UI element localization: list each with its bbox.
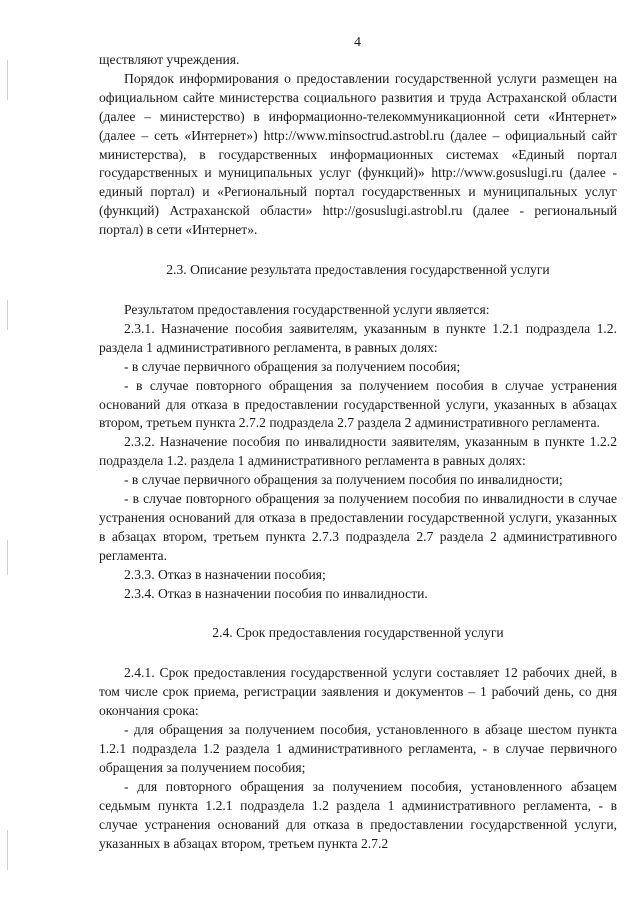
paragraph: - в случае первичного обращения за получением пособия; — [124, 358, 461, 374]
paragraph: 2.3.1. Назначение пособия заявителям, указанным в пункте 1.2.1 подраздела 1.2. раздела 1 административного регламента, в равных долях: — [99, 320, 617, 355]
section-2-3-paragraphs — [99, 301, 617, 604]
paragraph: 2.3.3. Отказ в назначении пособия; — [124, 566, 326, 582]
scan-margin-mark — [7, 300, 8, 330]
paragraph: - для повторного обращения за получением пособия, установленного абзацем седьмым пункта 1.2.1 подраздела 1.2 раздела 1 административного регламента, - в случае устранения оснований для отказа в предоставлении государственной услуги, указанных в абзацах втором, третьем пункта 2.7.2 — [99, 778, 617, 851]
paragraph: - в случае первичного обращения за получением пособия по инвалидности; — [124, 472, 563, 488]
paragraph: 2.3.2. Назначение пособия по инвалидности заявителям, указанным в пункте 1.2.2 подраздела 1.2. раздела 1 административного регламента в равных долях: — [99, 434, 617, 469]
paragraph: Порядок информирования о предоставлении государственной услуги размещен на официальном сайте министерства социального развития и труда Астраханской области (далее – министерство) в информационно-телекоммуникационной сети «Интернет» (далее – сеть «Интернет») http://www.minsoctrud.astrobl.ru (далее – официальный сайт министерства), в государственных информационных системах «Единый портал государственных и муниципальных услуг (функций)» http://www.gosuslugi.ru (далее - единый портал) и «Региональный портал государственных и муниципальных услуг (функций) Астраханской области» http://gosuslugi.astrobl.ru (далее - региональный портал) в сети «Интернет». — [99, 70, 617, 238]
page-number: 4 — [354, 35, 361, 50]
scan-margin-mark — [7, 830, 8, 870]
paragraph: 2.3.4. Отказ в назначении пособия по инвалидности. — [124, 585, 428, 601]
paragraph: 2.4.1. Срок предоставления государственной услуги составляет 12 рабочих дней, в том числе срок приема, регистрации заявления и документов – 1 рабочий день, со дня окончания срока: — [99, 665, 617, 719]
paragraph: Результатом предоставления государственной услуги является: — [124, 301, 490, 317]
scan-margin-mark — [7, 540, 8, 575]
scan-margin-mark — [7, 60, 8, 100]
paragraph: ществляют учреждения. — [99, 52, 240, 67]
section-2-4-paragraphs — [99, 664, 617, 853]
document-body — [99, 51, 617, 853]
section-heading-2-4: 2.4. Срок предоставления государственной услуги — [212, 625, 504, 641]
section-heading-2-3: 2.3. Описание результата предоставления государственной услуги — [166, 262, 550, 278]
paragraph: - в случае повторного обращения за получением пособия в случае устранения оснований для отказа в предоставлении государственной услуги, указанных в абзацах втором, третьем пункта 2.7.2 подраздела 2.7 раздела 2 административного регламента. — [99, 377, 617, 431]
paragraph: - для обращения за получением пособия, установленного в абзаце шестом пункта 1.2.1 подраздела 1.2 раздела 1 административного регламента, - в случае первичного обращения за получением пособия; — [99, 722, 617, 775]
paragraph: - в случае повторного обращения за получением пособия по инвалидности в случае устранения оснований для отказа в предоставлении государственной услуги, указанных в абзацах втором, третьем пункта 2.7.3 подраздела 2.7 раздела 2 административного регламента. — [99, 491, 617, 563]
intro-paragraphs — [99, 51, 617, 240]
